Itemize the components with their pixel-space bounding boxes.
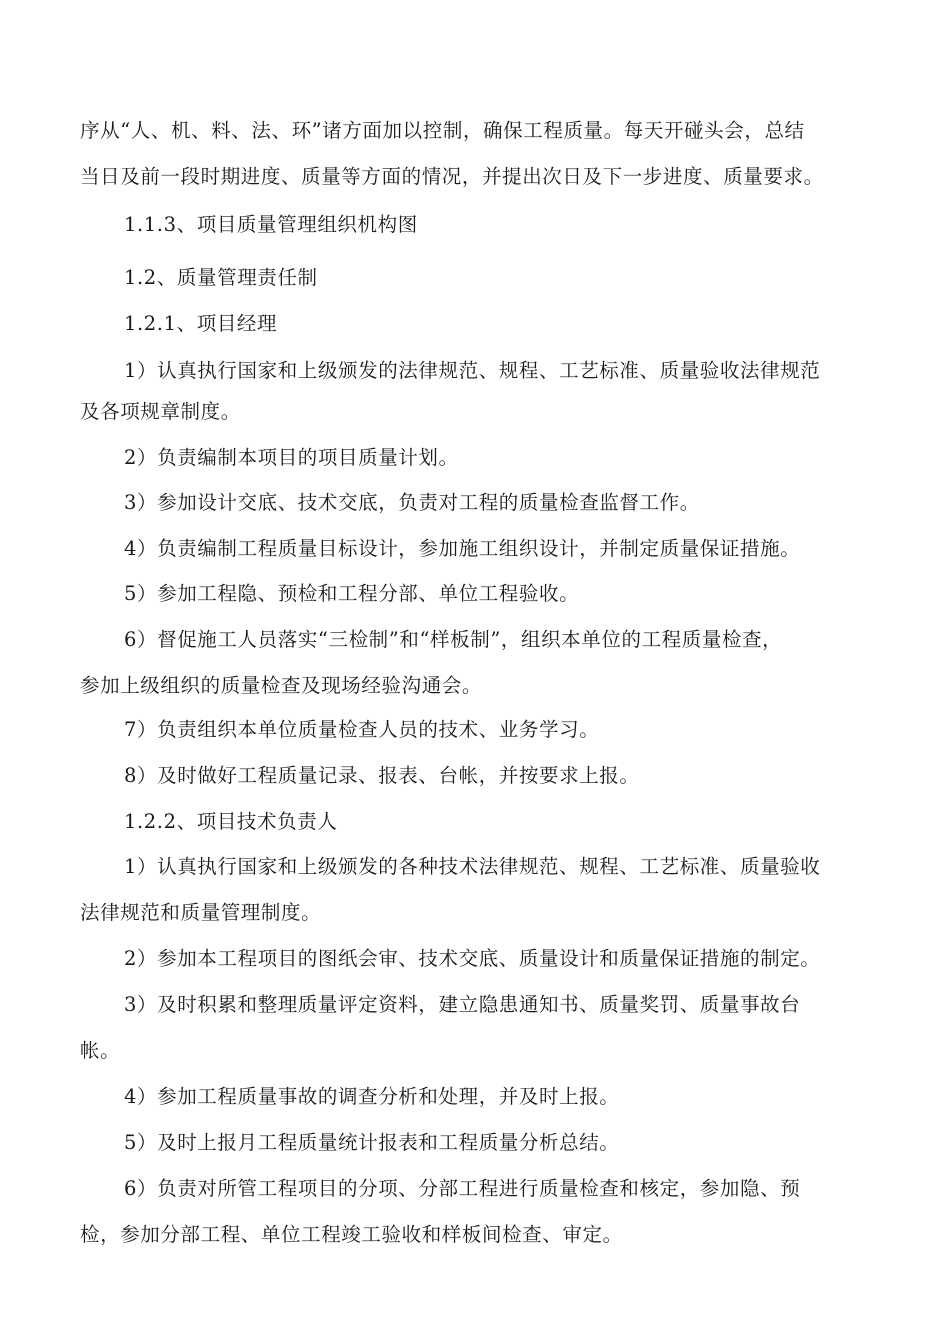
paragraph-line: 5）参加工程隐、预检和工程分部、单位工程验收。 bbox=[124, 582, 580, 605]
paragraph-line: 6）督促施工人员落实“三检制”和“样板制”，组织本单位的工程质量检查， bbox=[124, 628, 783, 651]
section-heading: 1.2.1、项目经理 bbox=[124, 312, 278, 335]
paragraph-line: 3）及时积累和整理质量评定资料，建立隐患通知书、质量奖罚、质量事故台 bbox=[124, 993, 801, 1016]
paragraph-line: 及各项规章制度。 bbox=[80, 400, 241, 423]
paragraph-line: 4）参加工程质量事故的调查分析和处理，并及时上报。 bbox=[124, 1085, 620, 1108]
paragraph-line: 8）及时做好工程质量记录、报表、台帐，并按要求上报。 bbox=[124, 764, 640, 787]
paragraph-line: 1）认真执行国家和上级颁发的法律规范、规程、工艺标准、质量验收法律规范 bbox=[124, 359, 821, 382]
paragraph-line: 当日及前一段时期进度、质量等方面的情况，并提出次日及下一步进度、质量要求。 bbox=[80, 165, 824, 188]
paragraph-line: 1）认真执行国家和上级颁发的各种技术法律规范、规程、工艺标准、质量验收 bbox=[124, 855, 821, 878]
paragraph-line: 参加上级组织的质量检查及现场经验沟通会。 bbox=[80, 674, 483, 697]
paragraph-line: 2）参加本工程项目的图纸会审、技术交底、质量设计和质量保证措施的制定。 bbox=[124, 947, 821, 970]
section-heading: 1.2、质量管理责任制 bbox=[124, 266, 318, 289]
paragraph-line: 序从“人、机、料、法、环”诸方面加以控制，确保工程质量。每天开碰头会，总结 bbox=[80, 119, 805, 142]
paragraph-line: 7）负责组织本单位质量检查人员的技术、业务学习。 bbox=[124, 718, 600, 741]
paragraph-line: 法律规范和质量管理制度。 bbox=[80, 901, 322, 924]
paragraph-line: 6）负责对所管工程项目的分项、分部工程进行质量检查和核定，参加隐、预 bbox=[124, 1177, 801, 1200]
paragraph-line: 5）及时上报月工程质量统计报表和工程质量分析总结。 bbox=[124, 1131, 620, 1154]
section-heading: 1.2.2、项目技术负责人 bbox=[124, 810, 338, 833]
section-heading: 1.1.3、项目质量管理组织机构图 bbox=[124, 213, 418, 236]
paragraph-line: 检，参加分部工程、单位工程竣工验收和样板间检查、审定。 bbox=[80, 1223, 623, 1246]
paragraph-line: 帐。 bbox=[80, 1039, 121, 1062]
paragraph-line: 4）负责编制工程质量目标设计，参加施工组织设计，并制定质量保证措施。 bbox=[124, 537, 801, 560]
paragraph-line: 2）负责编制本项目的项目质量计划。 bbox=[124, 446, 459, 469]
paragraph-line: 3）参加设计交底、技术交底，负责对工程的质量检查监督工作。 bbox=[124, 491, 700, 514]
